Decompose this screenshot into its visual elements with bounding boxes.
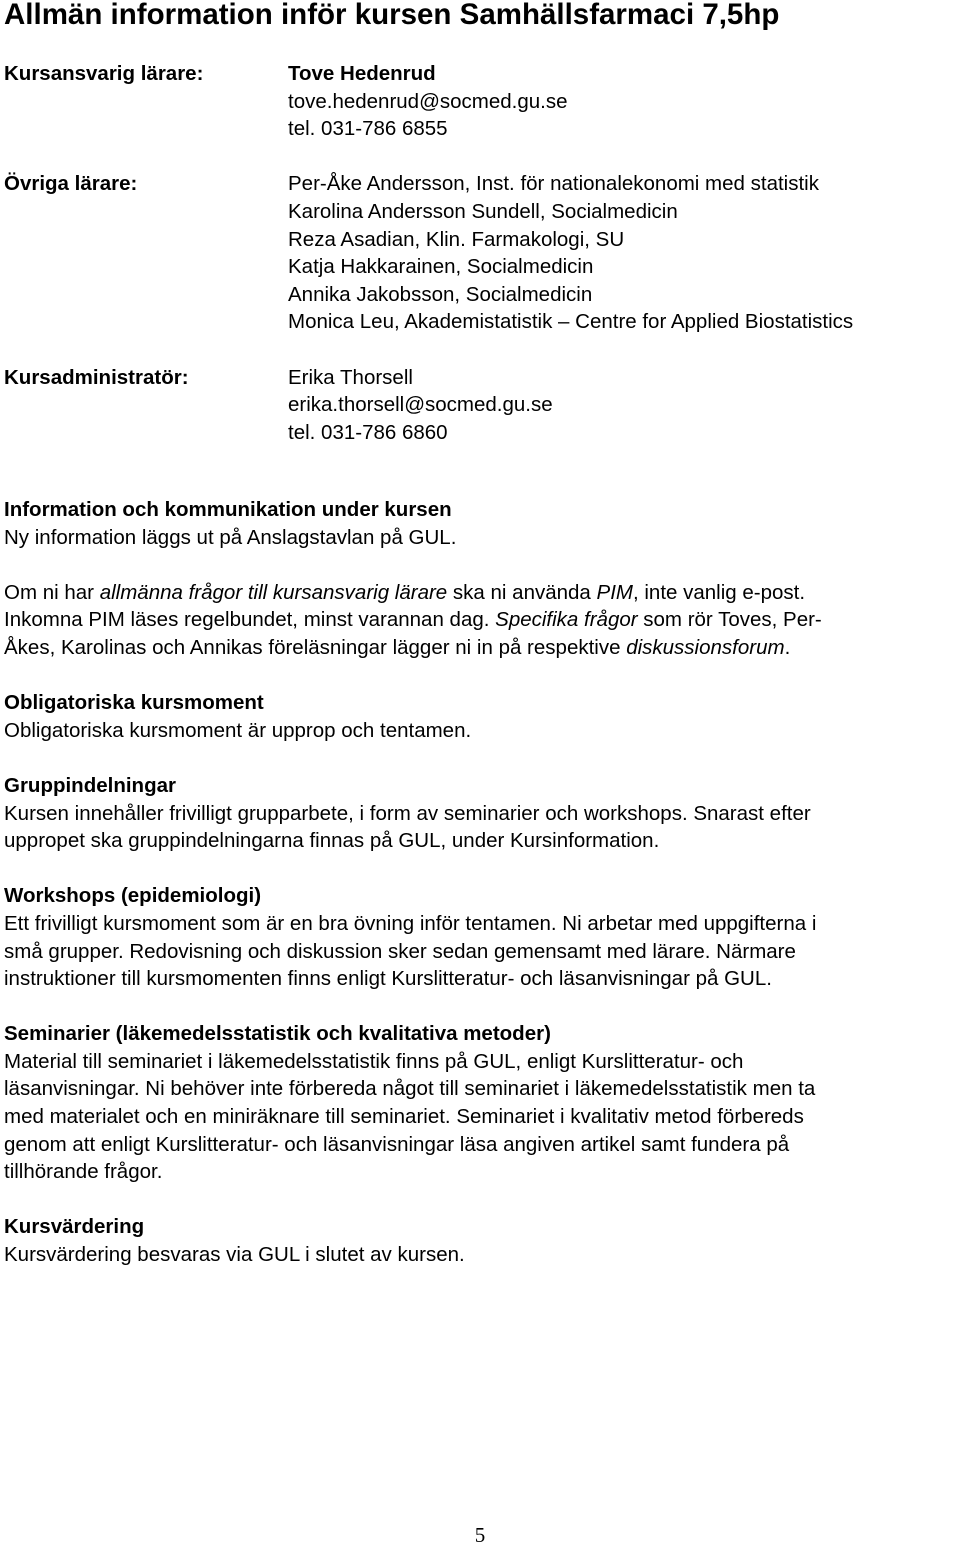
administrator-label: Kursadministratör:: [4, 365, 189, 389]
text-span: ska ni använda: [447, 580, 597, 604]
responsible-teacher-details: [288, 60, 568, 143]
teacher-item: Reza Asadian, Klin. Farmakologi, SU: [288, 227, 625, 251]
responsible-teacher-name: Tove Hedenrud: [288, 62, 436, 85]
emphasis-text: diskussionsforum: [626, 635, 785, 659]
emphasis-text: allmänna frågor till kursansvarig lärare: [99, 580, 448, 604]
document-title: Allmän information inför kursen Samhällsfarmaci 7,5hp: [4, 0, 780, 31]
seminars-text-line: tillhörande frågor.: [4, 1160, 163, 1184]
page-number: 5: [474, 1523, 486, 1547]
teacher-item: Karolina Andersson Sundell, Socialmedicin: [288, 199, 678, 223]
spacer: [4, 1186, 956, 1214]
spacer: [4, 143, 954, 171]
groups-text-line: Kursen innehåller frivilligt grupparbete, i form av seminarier och workshops. Snarast efter: [4, 801, 811, 825]
groups-text-line: uppropet ska gruppindelningarna finnas på GUL, under Kursinformation.: [4, 829, 660, 853]
workshops-heading: Workshops (epidemiologi): [4, 884, 262, 908]
other-teachers-label: Övriga lärare:: [4, 172, 138, 196]
text-span: Om ni har: [4, 580, 100, 604]
other-teachers-row: [4, 170, 954, 336]
responsible-teacher-phone: tel. 031-786 6855: [288, 117, 448, 141]
text-span: .: [784, 635, 791, 659]
spacer: [4, 662, 956, 690]
text-span: Åkes, Karolinas och Annikas föreläsningar lägger ni in på respektive: [4, 635, 627, 659]
evaluation-heading: Kursvärdering: [4, 1215, 145, 1239]
administrator-row: [4, 364, 954, 447]
info-heading: Information och kommunikation under kursen: [4, 498, 452, 521]
workshops-text-line: små grupper. Redovisning och diskussion sker sedan gemensamt med lärare. Närmare: [4, 939, 796, 963]
spacer: [4, 855, 956, 883]
seminars-heading: Seminarier (läkemedelsstatistik och kvalitativa metoder): [4, 1022, 551, 1046]
responsible-teacher-label: Kursansvarig lärare:: [4, 62, 204, 85]
spacer: [4, 993, 956, 1021]
seminars-text-line: med materialet och en miniräknare till seminariet. Seminariet i kvalitativ metod förbereds: [4, 1105, 804, 1129]
administrator-phone: tel. 031-786 6860: [288, 420, 448, 444]
mandatory-text: Obligatoriska kursmoment är upprop och tentamen.: [4, 718, 472, 742]
emphasis-text: PIM: [596, 580, 633, 604]
text-span: Inkomna PIM läses regelbundet, minst varannan dag.: [4, 608, 496, 632]
seminars-text-line: Material till seminariet i läkemedelsstatistik finns på GUL, enligt Kurslitteratur- och: [4, 1049, 744, 1073]
administrator-email[interactable]: erika.thorsell@socmed.gu.se: [288, 393, 553, 417]
forum-line: [4, 634, 956, 662]
text-span: som rör Toves, Per-: [637, 608, 822, 632]
info-text: Ny information läggs ut på Anslagstavlan på GUL.: [4, 525, 457, 549]
mandatory-heading: Obligatoriska kursmoment: [4, 691, 264, 715]
workshops-text-line: Ett frivilligt kursmoment som är en bra övning inför tentamen. Ni arbetar med uppgifterna i: [4, 911, 817, 935]
spacer: [4, 336, 954, 364]
other-teachers-list: [288, 170, 853, 336]
teacher-item: Monica Leu, Akademistatistik – Centre for Applied Biostatistics: [288, 310, 854, 334]
administrator-name: Erika Thorsell: [288, 365, 413, 389]
evaluation-text: Kursvärdering besvaras via GUL i slutet av kursen.: [4, 1243, 465, 1267]
document-body: [4, 496, 956, 1269]
teacher-item: Per-Åke Andersson, Inst. för nationalekonomi med statistik: [288, 172, 819, 196]
responsible-teacher-row: [4, 60, 954, 143]
text-span: , inte vanlig e-post.: [632, 580, 806, 604]
groups-heading: Gruppindelningar: [4, 773, 176, 797]
workshops-text-line: instruktioner till kursmomenten finns enligt Kurslitteratur- och läsanvisningar på GUL.: [4, 967, 772, 991]
pim-instruction-line: [4, 579, 956, 607]
spacer: [4, 744, 956, 772]
seminars-text-line: läsanvisningar. Ni behöver inte förbereda något till seminariet i läkemedelsstatistik men ta: [4, 1077, 816, 1101]
seminars-text-line: genom att enligt Kurslitteratur- och läsanvisningar läsa angiven artikel samt fundera på: [4, 1132, 790, 1156]
spacer: [4, 551, 956, 579]
teacher-item: Katja Hakkarainen, Socialmedicin: [288, 255, 594, 279]
responsible-teacher-email[interactable]: tove.hedenrud@socmed.gu.se: [288, 89, 568, 113]
emphasis-text: Specifika frågor: [495, 608, 638, 632]
contact-section: [4, 60, 954, 446]
administrator-details: [288, 364, 553, 447]
teacher-item: Annika Jakobsson, Socialmedicin: [288, 282, 593, 306]
pim-reading-line: [4, 606, 956, 634]
